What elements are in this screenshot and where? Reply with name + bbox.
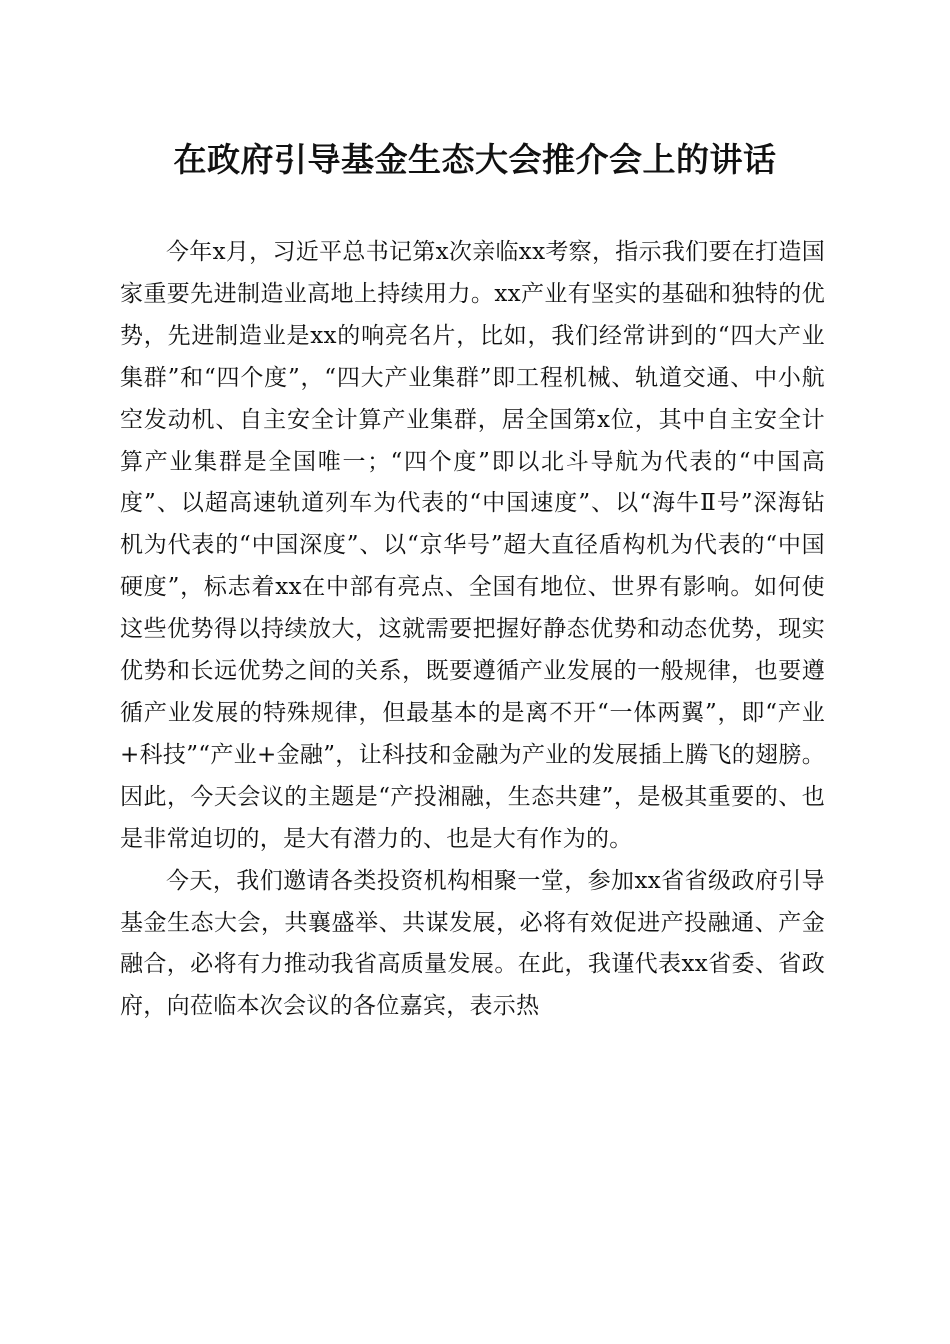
paragraph-1: 今年x月，习近平总书记第x次亲临xx考察，指示我们要在打造国家重要先进制造业高地上持续用力。xx产业有坚实的基础和独特的优势，先进制造业是xx的响亮名片，比如，我们经常讲到的“四大产业集群”和“四个度”，“四大产业集群”即工程机械、轨道交通、中小航空发动机、自主安全计算产业集群，居全国第x位，其中自主安全计算产业集群是全国唯一；“四个度”即以北斗导航为代表的“中国高度”、以超高速轨道列车为代表的“中国速度”、以“海牛Ⅱ号”深海钻机为代表的“中国深度”、以“京华号”超大直径盾构机为代表的“中国硬度”，标志着xx在中部有亮点、全国有地位、世界有影响。如何使这些优势得以持续放大，这就需要把握好静态优势和动态优势，现实优势和长远优势之间的关系，既要遵循产业发展的一般规律，也要遵循产业发展的特殊规律，但最基本的是离不开“一体两翼”，即“产业+科技”“产业+金融”，让科技和金融为产业的发展插上腾飞的翅膀。因此，今天会议的主题是“产投湘融，生态共建”，是极其重要的、也是非常迫切的，是大有潜力的、也是大有作为的。 <box>120 239 825 852</box>
paragraph-2: 今天，我们邀请各类投资机构相聚一堂，参加xx省省级政府引导基金生态大会，共襄盛举、共谋发展，必将有效促进产投融通、产金融合，必将有力推动我省高质量发展。在此，我谨代表xx省委、省政府，向莅临本次会议的各位嘉宾，表示热 <box>120 867 825 1020</box>
document-title: 在政府引导基金生态大会推介会上的讲话 <box>173 140 777 179</box>
document-body <box>120 232 825 1028</box>
